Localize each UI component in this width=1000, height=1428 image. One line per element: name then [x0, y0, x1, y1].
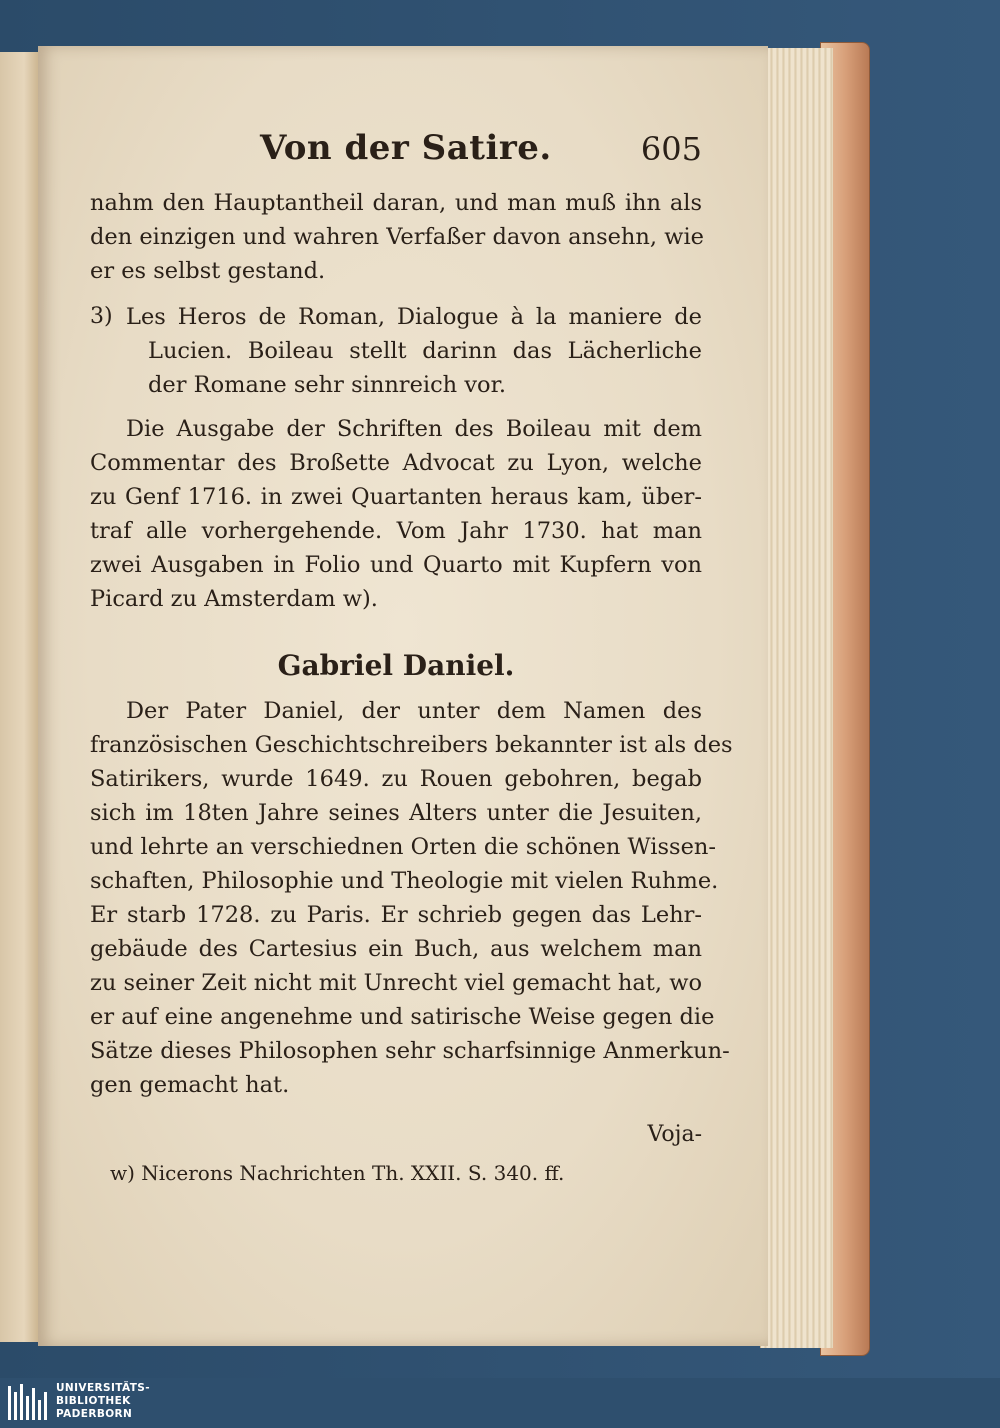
text-line: er es selbst gestand.: [90, 258, 326, 284]
text-line: Die Ausgabe der Schriften des Boileau mit dem: [126, 416, 702, 442]
running-title: Von der Satire.: [260, 128, 552, 168]
section-heading: Gabriel Daniel.: [277, 649, 515, 682]
text-line: der Romane sehr sinnreich vor.: [148, 372, 507, 398]
text-line: Er starb 1728. zu Paris. Er schrieb gegen das Lehr-: [90, 902, 702, 928]
library-logo-text: [56, 1382, 150, 1421]
text-line: Commentar des Broßette Advocat zu Lyon, welche: [90, 450, 702, 476]
logo-line: BIBLIOTHEK: [56, 1395, 131, 1407]
text-line: gebäude des Cartesius ein Buch, aus welchem man: [90, 936, 702, 962]
text-line: zu seiner Zeit nicht mit Unrecht viel gemacht hat, wo: [90, 970, 702, 996]
text-line: Les Heros de Roman, Dialogue à la maniere de: [126, 304, 702, 330]
text-line: gen gemacht hat.: [90, 1072, 290, 1098]
text-line: zu Genf 1716. in zwei Quartanten heraus kam, über-: [90, 484, 702, 510]
catchword: Voja-: [647, 1122, 702, 1147]
text-line: Sätze dieses Philosophen sehr scharfsinnige Anmerkun-: [90, 1038, 730, 1064]
text-line: nahm den Hauptantheil daran, und man muß ihn als: [90, 190, 702, 216]
left-page-edge: [0, 52, 42, 1342]
text-line: Satirikers, wurde 1649. zu Rouen gebohren, begab: [90, 766, 702, 792]
library-footer: [0, 1378, 1000, 1428]
book-page: [38, 46, 768, 1346]
logo-line: UNIVERSITÄTS-: [56, 1382, 151, 1394]
text-line: und lehrte an verschiednen Orten die schönen Wissen-: [90, 834, 716, 860]
text-line: traf alle vorhergehende. Vom Jahr 1730. hat man: [90, 518, 702, 544]
text-line: Der Pater Daniel, der unter dem Namen des: [126, 698, 702, 724]
page-number: 605: [640, 130, 702, 168]
text-line: schaften, Philosophie und Theologie mit vielen Ruhme.: [90, 868, 719, 894]
logo-line: PADERBORN: [56, 1408, 133, 1420]
text-line: französischen Geschichtschreibers bekannter ist als des: [90, 732, 733, 758]
text-line: den einzigen und wahren Verfaßer davon ansehn, wie: [90, 224, 704, 250]
library-logo-icon: [6, 1382, 52, 1424]
text-line: er auf eine angenehme und satirische Weise gegen die: [90, 1004, 715, 1030]
page-fore-edge: [760, 48, 833, 1348]
text-line: Picard zu Amsterdam w).: [90, 586, 378, 612]
text-line: Lucien. Boileau stellt darinn das Lächerliche: [148, 338, 702, 364]
text-line: sich im 18ten Jahre seines Alters unter die Jesuiten,: [90, 800, 702, 826]
text-line: zwei Ausgaben in Folio und Quarto mit Kupfern von: [90, 552, 702, 578]
page-header: [90, 128, 702, 178]
footnote: w) Nicerons Nachrichten Th. XXII. S. 340. ff.: [110, 1161, 565, 1185]
list-item-number: 3): [90, 304, 113, 329]
